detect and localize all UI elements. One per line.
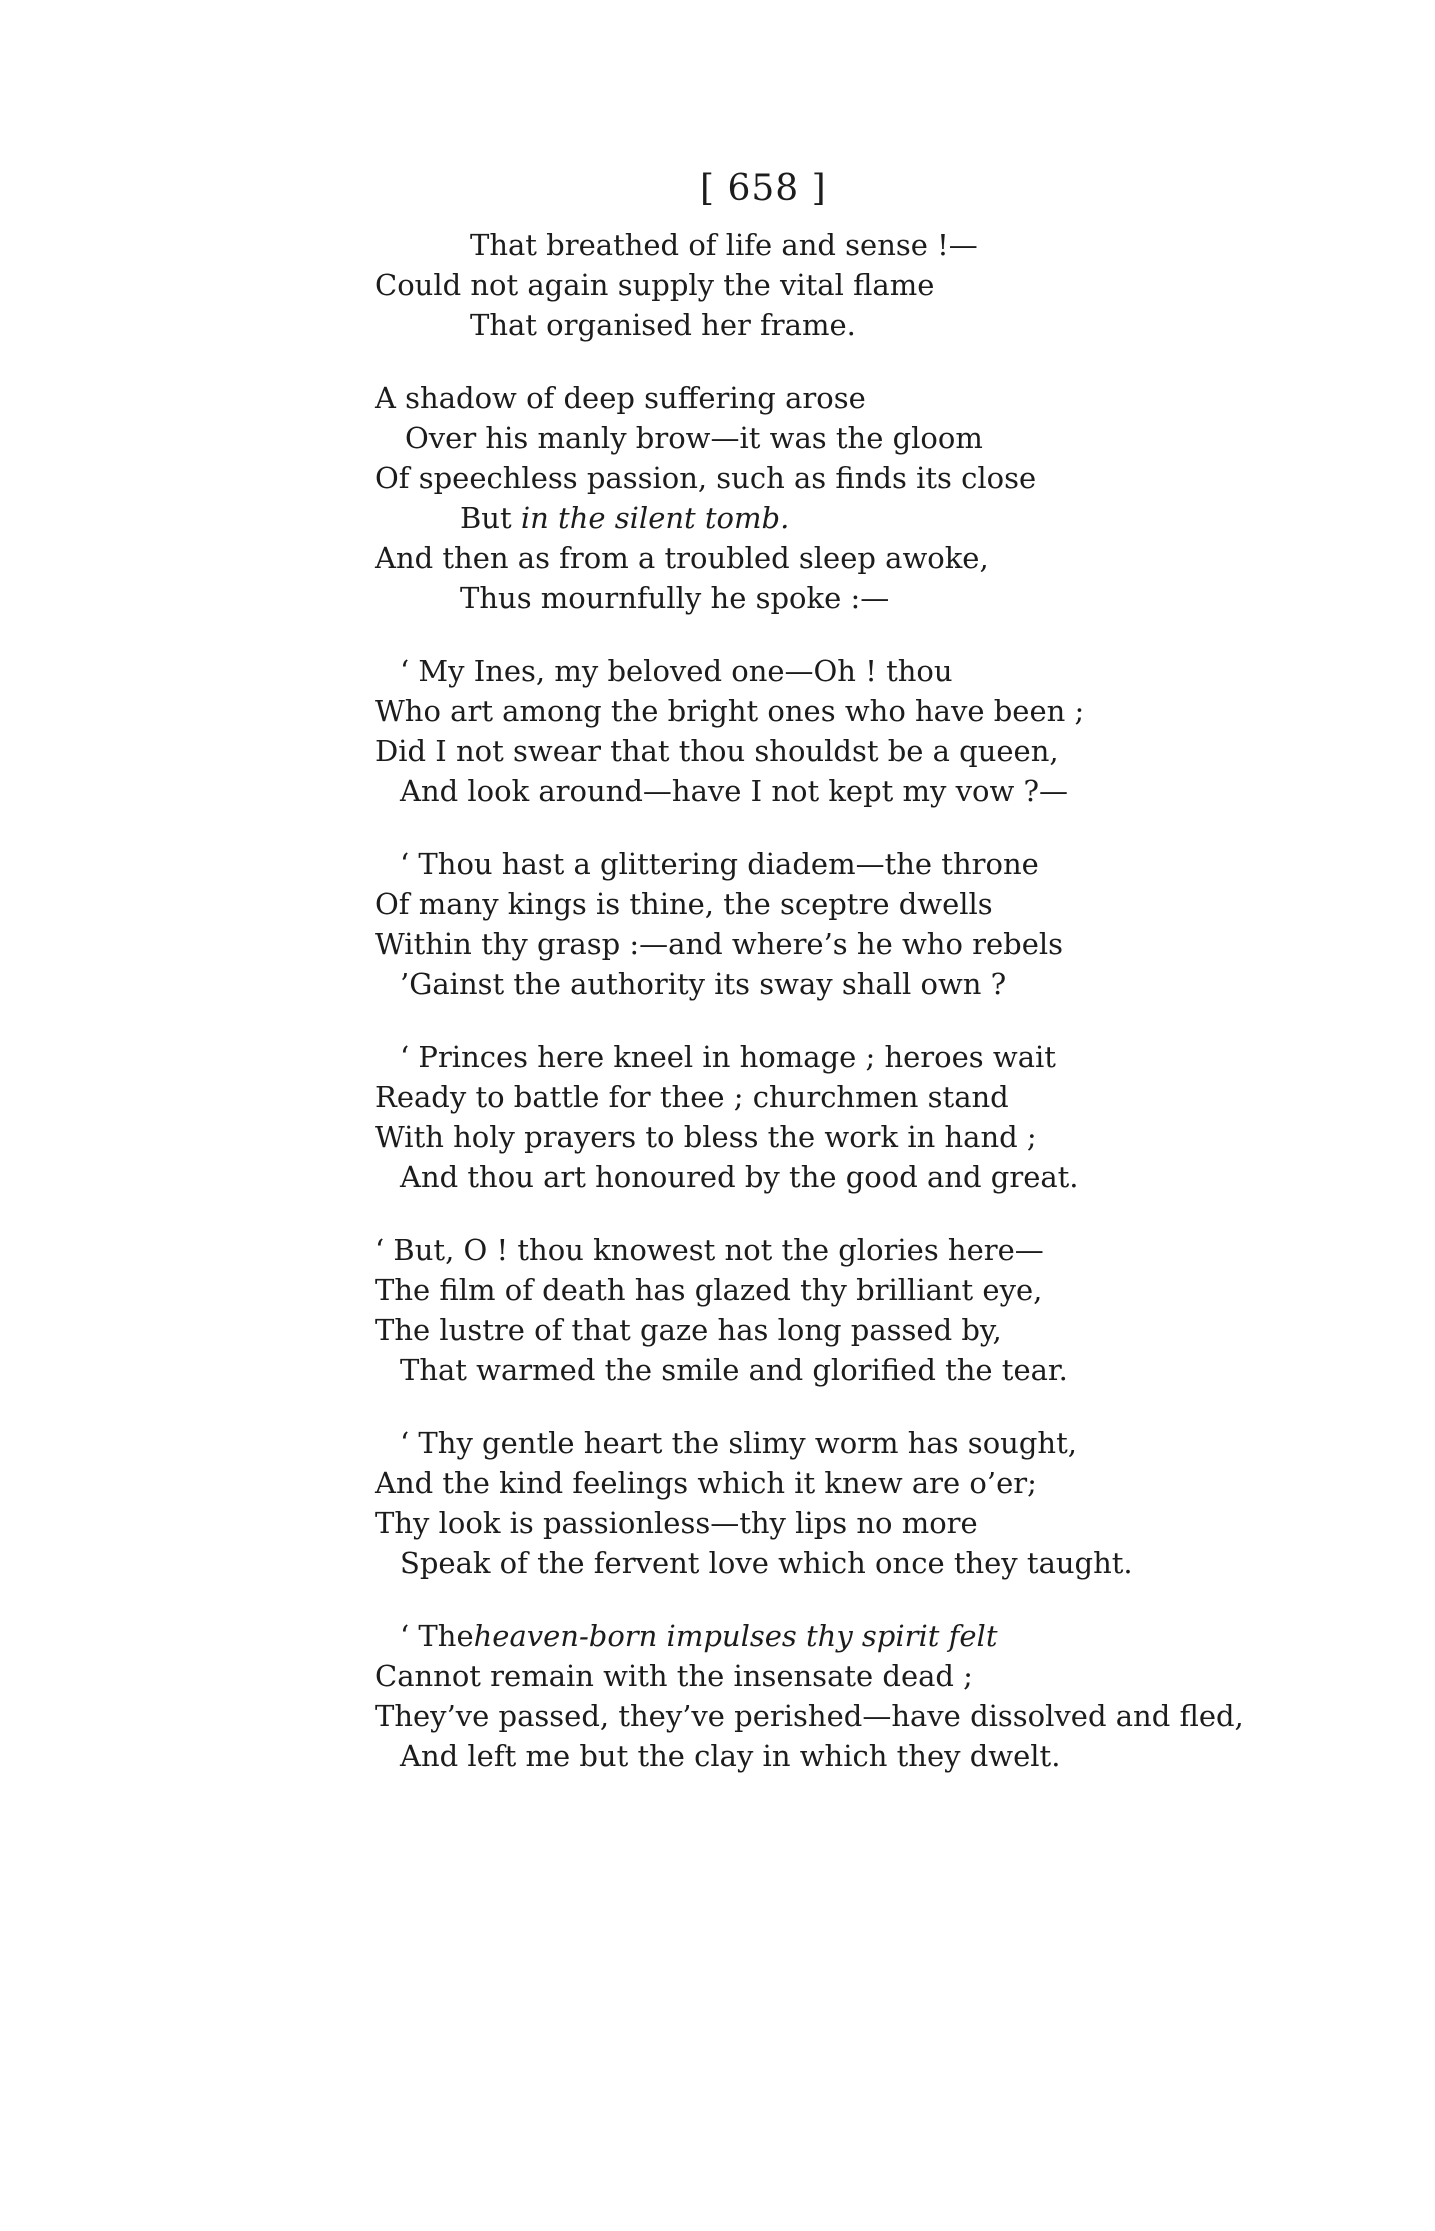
poem-line: Who art among the bright ones who have been ; — [375, 694, 1085, 728]
poem-line: And the kind feelings which it knew are o’er; — [375, 1466, 1037, 1500]
poem-line: Of speechless passion, such as finds its close — [375, 461, 1037, 495]
poem-line: The lustre of that gaze has long passed by, — [375, 1313, 1002, 1347]
poem-line: Cannot remain with the insensate dead ; — [375, 1659, 973, 1693]
stanza — [360, 225, 1160, 345]
page-number: [ 658 ] — [700, 168, 827, 209]
stanza — [360, 1037, 1160, 1197]
stanza — [360, 844, 1160, 1004]
poem-line: They’ve passed, they’ve perished—have dissolved and fled, — [375, 1699, 1244, 1733]
poem-line: And then as from a troubled sleep awoke, — [375, 541, 989, 575]
poem-line: Could not again supply the vital flame — [375, 268, 935, 302]
poem-line: Speak of the fervent love which once they taught. — [400, 1546, 1133, 1580]
poem-line: ‘ Princes here kneel in homage ; heroes wait — [400, 1040, 1056, 1074]
poem-line: The film of death has glazed thy brilliant eye, — [375, 1273, 1043, 1307]
poem-line: And left me but the clay in which they dwelt. — [400, 1739, 1061, 1773]
line-italic-part: in the silent tomb. — [520, 501, 790, 535]
poem-line: Over his manly brow—it was the gloom — [405, 421, 983, 455]
poem-line: ‘ Thy gentle heart the slimy worm has sought, — [400, 1426, 1077, 1460]
poem-line: And thou art honoured by the good and great. — [400, 1160, 1079, 1194]
poem-line: Did I not swear that thou shouldst be a queen, — [375, 734, 1059, 768]
stanza — [360, 1423, 1160, 1583]
poem-line: That breathed of life and sense !— — [470, 228, 978, 262]
stanza — [360, 378, 1160, 618]
poem-line: With holy prayers to bless the work in hand ; — [375, 1120, 1037, 1154]
poem-line: Thus mournfully he spoke :— — [460, 581, 890, 615]
poem-line: ’Gainst the authority its sway shall own ? — [400, 967, 1007, 1001]
poem-line: ‘ But, O ! thou knowest not the glories here— — [375, 1233, 1044, 1267]
line-roman-part: But — [460, 501, 521, 535]
poem-line — [360, 1616, 1160, 1656]
poem-line — [360, 498, 1160, 538]
poem-line: And look around—have I not kept my vow ?— — [400, 774, 1069, 808]
poem-line: ‘ My Ines, my beloved one—Oh ! thou — [400, 654, 953, 688]
line-roman-part: ‘ The — [400, 1619, 474, 1653]
line-italic-part: heaven-born impulses thy spirit felt — [473, 1619, 998, 1653]
stanza — [360, 1616, 1244, 1776]
poem-line: ‘ Thou hast a glittering diadem—the throne — [400, 847, 1039, 881]
poem-line: A shadow of deep suffering arose — [375, 381, 866, 415]
stanza — [360, 651, 1160, 811]
poem-line: That organised her frame. — [470, 308, 856, 342]
poem-line: Thy look is passionless—thy lips no more — [375, 1506, 978, 1540]
poem-line: That warmed the smile and glorified the tear. — [400, 1353, 1068, 1387]
poem-line: Of many kings is thine, the sceptre dwells — [375, 887, 993, 921]
poem-line: Within thy grasp :—and where’s he who rebels — [375, 927, 1064, 961]
poem-body — [360, 225, 1244, 1809]
poem-line: Ready to battle for thee ; churchmen stand — [375, 1080, 1009, 1114]
stanza — [360, 1230, 1160, 1390]
